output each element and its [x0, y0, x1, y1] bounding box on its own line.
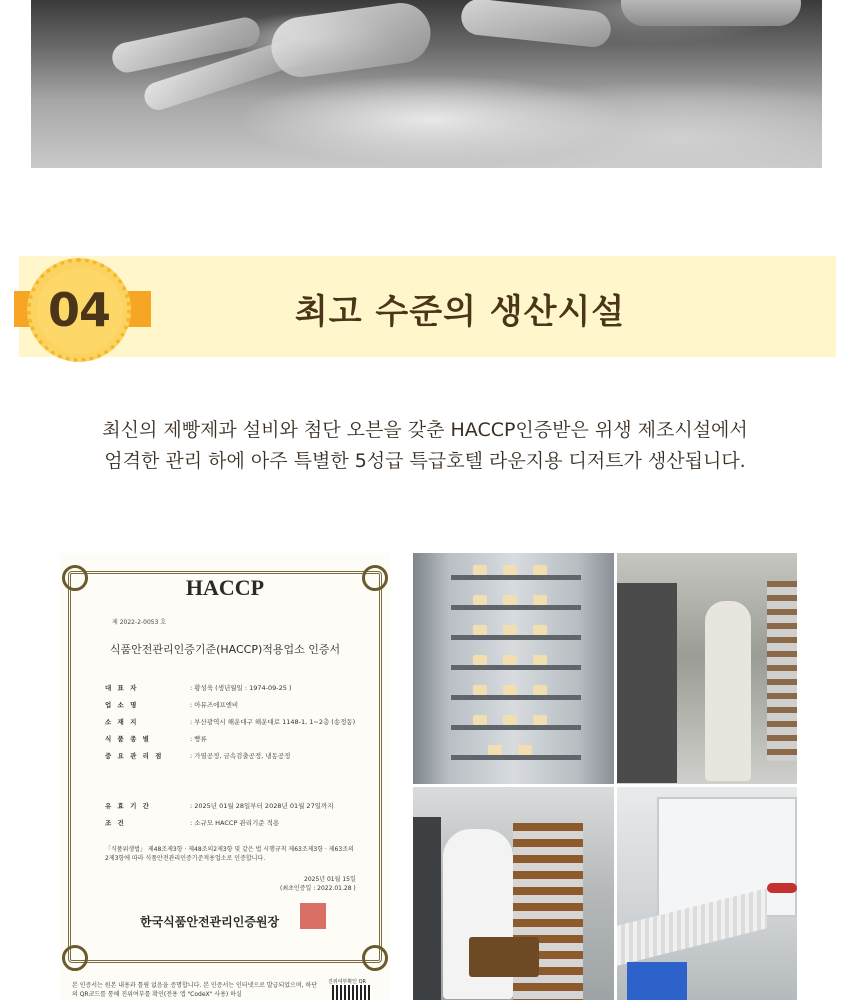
qr-code-icon — [332, 985, 372, 1000]
issue-date: 2025년 01월 15일 — [304, 876, 356, 883]
row-value: : 부산광역시 해운대구 해운대로 1148-1, 1~2층 (송정동) — [190, 718, 356, 726]
loaf — [473, 715, 487, 725]
loaf — [473, 685, 487, 695]
machine-logo-icon — [767, 883, 797, 893]
loaf — [518, 745, 532, 755]
certificate-number: 제 2022-2-0053 호 — [112, 619, 167, 626]
loaf — [473, 625, 487, 635]
rack-shelf — [451, 695, 581, 700]
hero-flour-hands-photo — [31, 0, 822, 168]
loaf — [533, 625, 547, 635]
row-key: 조 건 — [105, 819, 126, 827]
loaf — [503, 595, 517, 605]
certificate-title: 식품안전관리인증기준(HACCP)적용업소 인증서 — [109, 643, 341, 656]
certificate-details — [105, 683, 365, 768]
section-number: 04 — [47, 283, 110, 337]
certificate-row — [105, 818, 365, 835]
row-value: : 소규모 HACCP 관리기준 적용 — [190, 819, 280, 827]
worker — [705, 601, 751, 781]
seal-stamp-icon — [300, 903, 326, 929]
row-key: 식 품 종 별 — [105, 735, 151, 743]
section-title: 최고 수준의 생산시설 — [294, 291, 626, 332]
chef-with-tray-photo — [413, 787, 614, 1000]
certificate-row — [105, 683, 365, 700]
dough-shape — [621, 0, 801, 26]
rack-shelf — [451, 725, 581, 730]
certificate-issuer: 한국식품안전관리인증원장 — [140, 915, 280, 929]
loaf — [533, 655, 547, 665]
certificate-footer: 본 인증서는 원본 내용과 틀림 없음을 증명합니다. 본 인증서는 인터넷으로 발급되었으며, 하단의 QR코드를 통해 진위여부를 확인(전용 앱 "CodeX" 사용) 하실 — [72, 982, 318, 998]
haccp-certificate — [60, 553, 390, 1000]
row-key: 중 요 관 리 점 — [105, 752, 164, 760]
loaf — [488, 745, 502, 755]
loaf — [473, 595, 487, 605]
loaf — [503, 655, 517, 665]
certificate-row — [105, 717, 365, 734]
description-line-2: 엄격한 관리 하에 아주 특별한 5성급 특급호텔 라운지용 디저트가 생산됩니다. — [104, 450, 746, 472]
loaf — [473, 655, 487, 665]
row-value: : 가열공정, 금속검출공정, 냉동공정 — [190, 752, 291, 760]
pastry-tray — [469, 937, 539, 977]
rack-shelf — [451, 665, 581, 670]
rack-shelf — [451, 575, 581, 580]
certificate-legal-text: 「식품위생법」 제48조제3항 · 제48조의2제3항 및 같은 법 시행규칙 제63조제3항 · 제63조의2제3항에 따라 식품안전관리인증기준적용업소로 인증합니다. — [105, 846, 354, 862]
hand-shape — [268, 0, 435, 81]
blue-panel — [627, 962, 687, 1000]
loaf — [503, 685, 517, 695]
certificate-row — [105, 801, 365, 818]
row-value: : 아뮤즈에프엔비 — [190, 701, 239, 709]
description-line-1: 최신의 제빵제과 설비와 첨단 오븐을 갖춘 HACCP인증받은 위생 제조시설에서 — [102, 419, 748, 441]
rack-shelf — [451, 635, 581, 640]
certificate-validity — [105, 801, 365, 835]
loaf — [533, 685, 547, 695]
certificate-row — [105, 751, 365, 768]
certificate-row — [105, 734, 365, 751]
loaf — [473, 565, 487, 575]
bakery-rack-photo — [413, 553, 614, 784]
row-key: 소 재 지 — [105, 718, 139, 726]
rack-shelf — [451, 755, 581, 760]
oven — [617, 583, 677, 783]
section-description — [60, 415, 790, 477]
hand-shape — [460, 0, 613, 49]
loaf — [503, 565, 517, 575]
conveyor-machine-photo — [617, 787, 797, 1000]
certificate-date — [280, 875, 356, 893]
qr-caption: 진위여부확인 QR — [328, 979, 366, 985]
ornament-icon — [362, 945, 388, 971]
ornament-icon — [62, 945, 88, 971]
row-key: 유 효 기 간 — [105, 802, 151, 810]
row-value: : 빵류 — [190, 735, 207, 743]
loaf — [533, 565, 547, 575]
loaf — [533, 715, 547, 725]
oven-worker-photo — [617, 553, 797, 784]
row-value: : 황성욱 (생년월일 : 1974-09-25 ) — [190, 684, 292, 692]
first-cert-date: (최초인증일 : 2022.01.28 ) — [280, 885, 356, 892]
bread-rack — [767, 581, 797, 761]
certificate-row — [105, 700, 365, 717]
rack-shelf — [451, 605, 581, 610]
loaf — [533, 595, 547, 605]
row-value: : 2025년 01월 28일부터 2028년 01월 27일까지 — [190, 802, 334, 810]
loaf — [503, 625, 517, 635]
certificate-header: HACCP — [185, 575, 265, 600]
row-key: 업 소 명 — [105, 701, 139, 709]
row-key: 대 표 자 — [105, 684, 139, 692]
door — [413, 817, 441, 1000]
loaf — [503, 715, 517, 725]
